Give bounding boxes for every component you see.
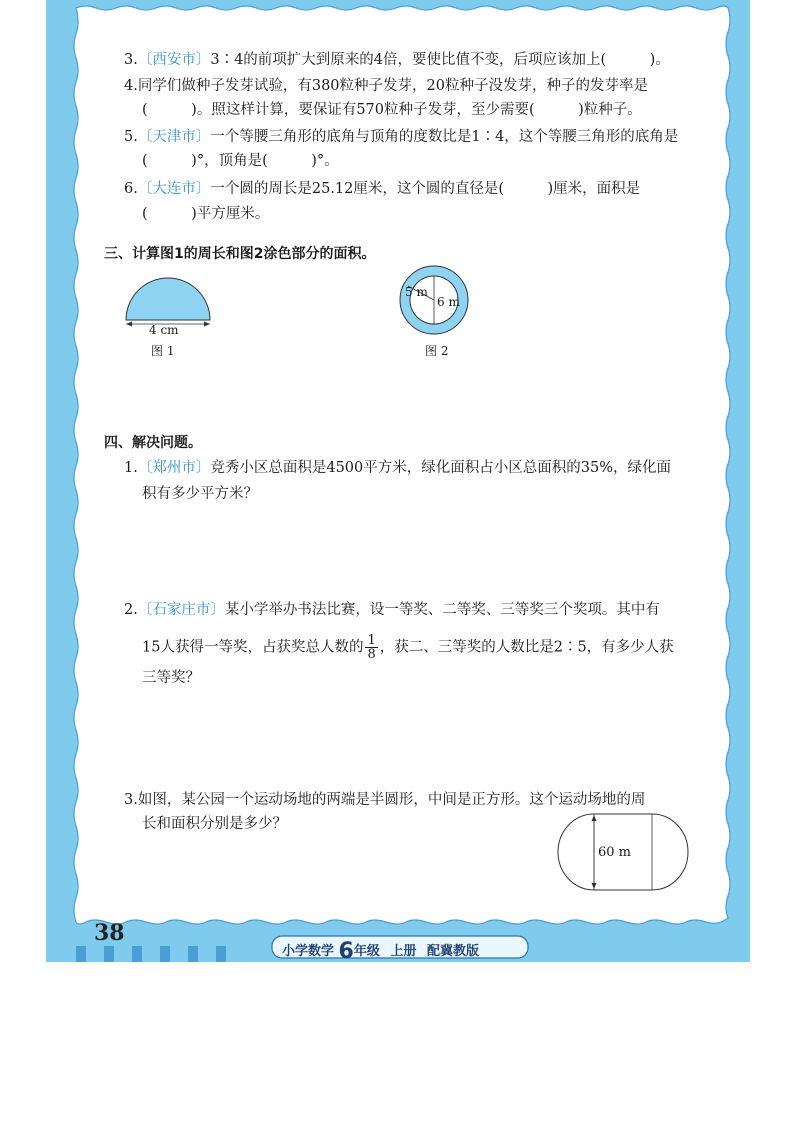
figure-2-caption: 图 2: [425, 344, 449, 358]
problem-2-line3: 三等奖？: [142, 670, 200, 686]
stadium-side-label: 60 m: [598, 845, 632, 860]
section-3-title: 三、计算图1的周长和图2涂色部分的面积。: [104, 246, 376, 262]
question-number: 1.: [124, 460, 138, 476]
question-text: 15人获得一等奖，占获奖总人数的: [142, 639, 364, 656]
question-number: 5.: [124, 129, 138, 145]
book-subject: 小学数学: [282, 944, 335, 959]
figure-2-inner-label: 6 m: [437, 295, 460, 309]
question-text: 同学们做种子发芽试验，有380粒种子发芽，20粒种子没发芽，种子的发芽率是: [137, 78, 648, 94]
city-tag: 〔西安市〕: [137, 52, 211, 68]
volume-label: 上册: [390, 944, 417, 959]
figure-1-caption: 图 1: [151, 344, 175, 358]
problem-2-line1: [124, 600, 660, 620]
question-text: 一个等腰三角形的底角与顶角的度数比是1∶4，这个等腰三角形的底角是: [210, 129, 679, 145]
grade-label: 年级: [353, 944, 380, 959]
problem-1-line1: [124, 458, 671, 478]
section-4-title: 四、解决问题。: [104, 435, 202, 451]
figure-1-width-label: 4 cm: [149, 323, 179, 337]
question-6-line1: [124, 179, 640, 199]
question-number: 3.: [124, 792, 138, 808]
question-text: 3∶4的前项扩大到原来的4倍，要使比值不变，后项应该加上( )。: [210, 52, 670, 68]
fraction: [365, 634, 377, 661]
city-tag: 〔天津市〕: [137, 129, 211, 145]
question-6-line2: ( )平方厘米。: [142, 206, 270, 222]
city-tag: 〔郑州市〕: [137, 460, 211, 476]
question-number: 3.: [124, 52, 138, 68]
page-number: 38: [94, 920, 125, 946]
grade-number: 6: [338, 939, 354, 964]
question-text: 如图，某公园一个运动场地的两端是半圆形，中间是正方形。这个运动场地的周: [137, 792, 646, 808]
question-text: 竞秀小区总面积是4500平方米，绿化面积占小区总面积的35%，绿化面: [210, 460, 671, 476]
question-text: 一个圆的周长是25.12厘米，这个圆的直径是( )厘米，面积是: [210, 181, 641, 197]
problem-3-line1: [124, 790, 645, 810]
city-tag: 〔大连市〕: [137, 181, 211, 197]
question-number: 2.: [124, 602, 138, 618]
book-title: [282, 939, 479, 964]
problem-3-line2: 长和面积分别是多少？: [142, 816, 287, 832]
question-number: 6.: [124, 181, 138, 197]
question-4-line1: [124, 76, 648, 96]
city-tag: 〔石家庄市〕: [137, 602, 225, 618]
fraction-denominator: 8: [367, 647, 376, 662]
bottom-stripes: [76, 946, 226, 962]
problem-2-line2: [142, 634, 674, 661]
question-5-line2: ( )°，顶角是( )°。: [142, 153, 339, 169]
edition-label: 配冀教版: [426, 944, 479, 959]
problem-1-line2: 积有多少平方米？: [142, 486, 258, 502]
question-text: 某小学举办书法比赛，设一等奖、二等奖、三等奖三个奖项。其中有: [224, 602, 660, 618]
figure-2-outer-label: 5 m: [405, 285, 428, 299]
question-4-line2: ( )。照这样计算，要保证有570粒种子发芽，至少需要( )粒种子。: [142, 102, 642, 118]
question-number: 4.: [124, 78, 138, 94]
fraction-numerator: 1: [367, 633, 376, 648]
question-text: ，获二、三等奖的人数比是2∶5，有多少人获: [379, 639, 674, 656]
question-3: [124, 50, 670, 70]
question-5-line1: [124, 127, 678, 147]
